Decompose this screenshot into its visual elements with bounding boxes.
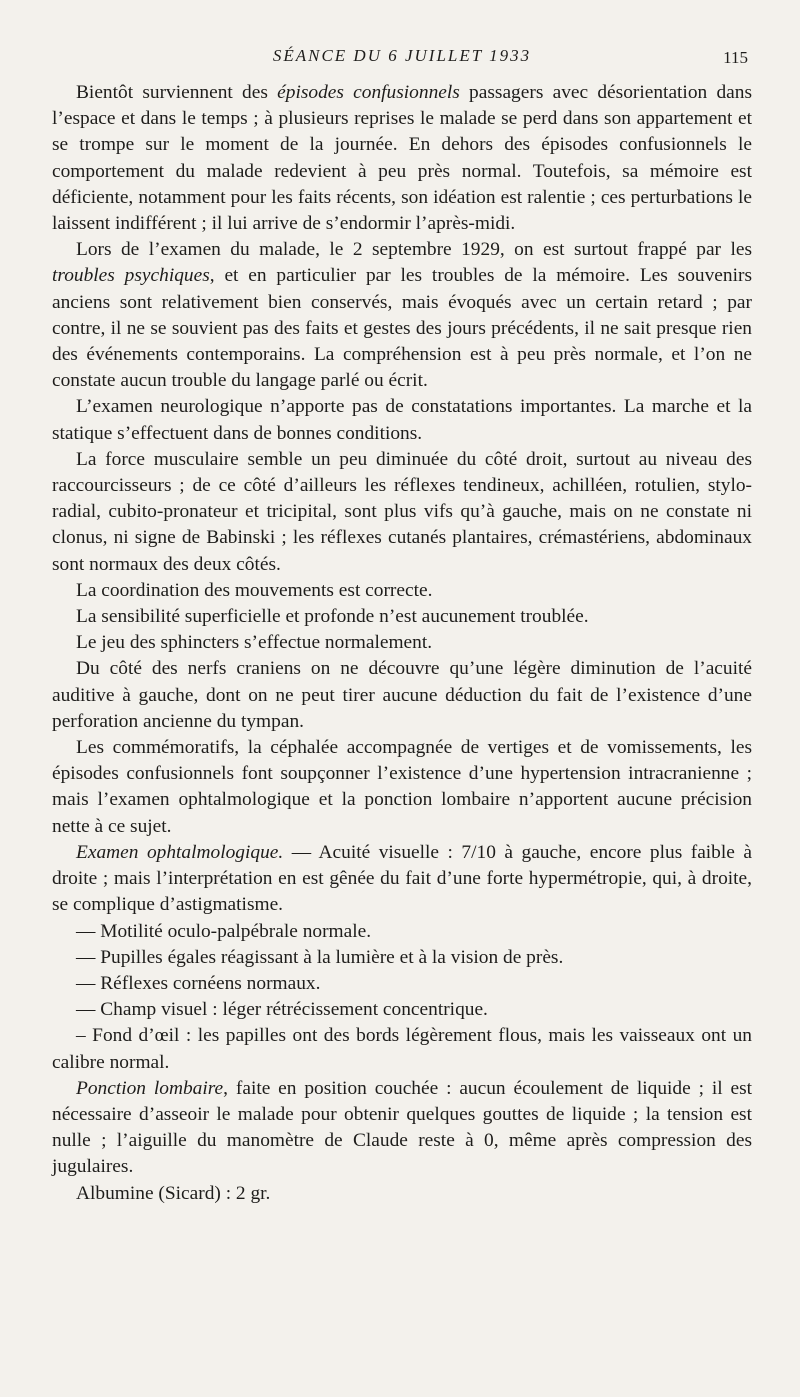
running-title: SÉANCE DU 6 JUILLET 1933 [272, 46, 532, 65]
paragraph: Du côté des nerfs craniens on ne découvre qu’une légère diminution de l’acuité auditive à gauche, dont on ne peut tirer aucune déduction du fait de l’existence d’une perforation ancienne du tympan. [52, 658, 752, 732]
paragraph: — Motilité oculo-palpébrale normale. [76, 920, 372, 942]
paragraph: — Pupilles égales réagissant à la lumière et à la vision de près. [76, 946, 564, 968]
paragraph: — Réflexes cornéens normaux. [76, 972, 321, 994]
paragraph: Lors de l’examen du malade, le 2 septembre 1929, on est surtout frappé par les troubles psychiques, et en particulier par les troubles de la mémoire. Les souvenirs anciens sont relativement bien conservés, mais évoqués avec un certain retard ; par contre, il ne se souvient pas des faits et gestes des jours précédents, il ne sait presque rien des événements contemporains. La compréhension est à peu près normale, et l’on ne constate aucun trouble du langage parlé ou écrit. [52, 239, 752, 392]
paragraph: L’examen neurologique n’apporte pas de constatations importantes. La marche et la statique s’effectuent dans de bonnes conditions. [52, 396, 752, 444]
paragraph: – Fond d’œil : les papilles ont des bords légèrement flous, mais les vaisseaux ont un calibre normal. [52, 1025, 752, 1073]
body-text [52, 80, 752, 1207]
page-header [52, 42, 752, 72]
paragraph: La sensibilité superficielle et profonde n’est aucunement troublée. [76, 606, 589, 628]
paragraph: Les commémoratifs, la céphalée accompagnée de vertiges et de vomissements, les épisodes confusionnels font soupçonner l’existence d’une hypertension intracranienne ; mais l’examen ophtalmologique et la ponction lombaire n’apportent aucune précision nette à ce sujet. [52, 737, 752, 837]
page-number: 115 [723, 48, 748, 67]
paragraph: La coordination des mouvements est correcte. [76, 579, 433, 601]
paragraph: Bientôt surviennent des épisodes confusionnels passagers avec désorientation dans l’espace et dans le temps ; à plusieurs reprises le malade se perd dans son appartement et se trompe sur le moment de la journée. En dehors des épisodes confusionnels le comportement du malade redevient à peu près normal. Toutefois, sa mémoire est déficiente, notamment pour les faits récents, son idéation est ralentie ; ces perturbations le laissent indifférent ; il lui arrive de s’endormir l’après-midi. [52, 82, 753, 235]
paragraph: La force musculaire semble un peu diminuée du côté droit, surtout au niveau des raccourcisseurs ; de ce côté d’ailleurs les réflexes tendineux, achilléen, rotulien, stylo-radial, cubito-pronateur et tricipital, sont plus vifs qu’à gauche, mais on ne constate ni clonus, ni signe de Babinski ; les réflexes cutanés plantaires, crémastériens, abdominaux sont normaux des deux côtés. [52, 448, 752, 575]
paragraph: Ponction lombaire, faite en position couchée : aucun écoulement de liquide ; il est nécessaire d’asseoir le malade pour obtenir quelques gouttes de liquide ; la tension est nulle ; l’aiguille du manomètre de Claude reste à 0, même après compression des jugulaires. [52, 1077, 752, 1178]
paragraph: Le jeu des sphincters s’effectue normalement. [76, 632, 433, 654]
paragraph: Examen ophtalmologique. — Acuité visuelle : 7/10 à gauche, encore plus faible à droite ; mais l’interprétation en est gênée du fait d’une forte hypermétropie, qui, à droite, se complique d’astigmatisme. [52, 841, 752, 916]
paragraph: — Champ visuel : léger rétrécissement concentrique. [76, 999, 488, 1021]
paragraph: Albumine (Sicard) : 2 gr. [76, 1182, 271, 1204]
